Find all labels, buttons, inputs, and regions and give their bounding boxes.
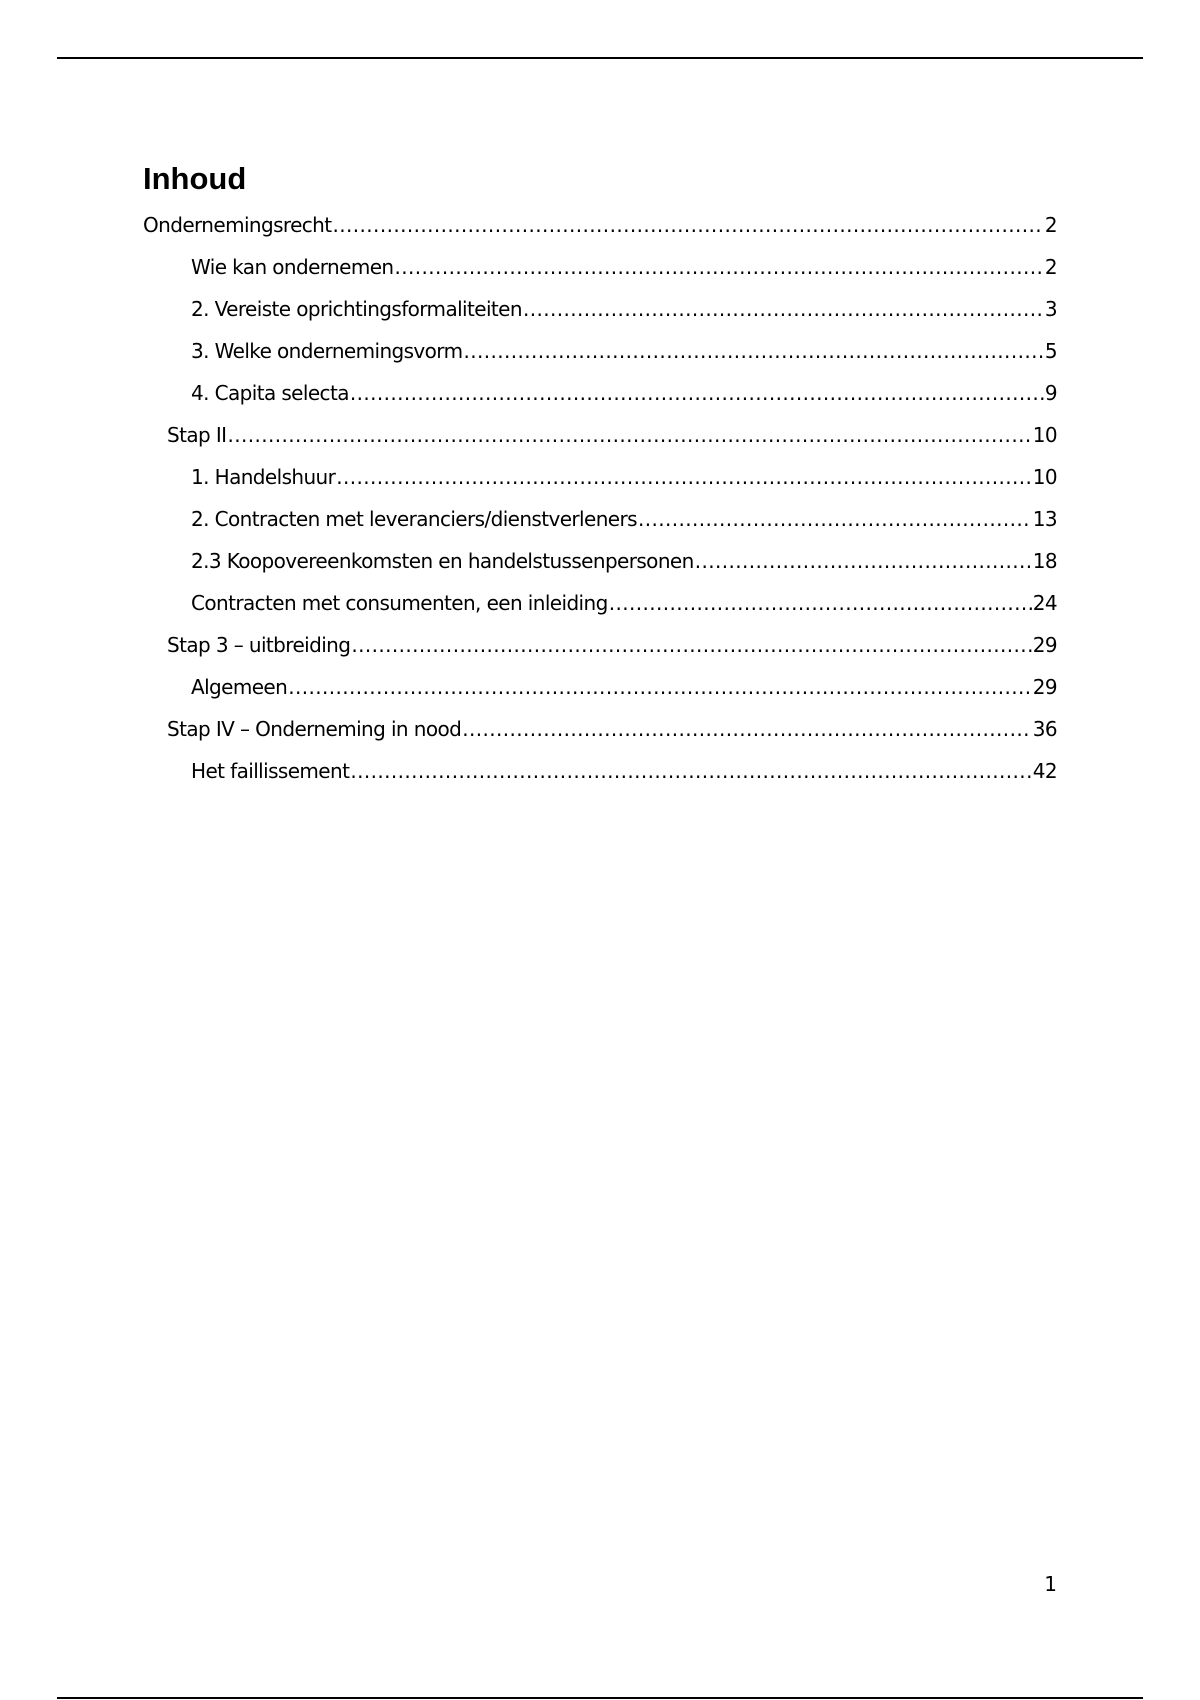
toc-entry-algemeen[interactable] xyxy=(143,675,1057,717)
toc-entry-oprichtingsformaliteiten[interactable] xyxy=(143,297,1057,339)
toc-entry-page: 3 xyxy=(1044,297,1057,321)
toc-title: Inhoud xyxy=(143,161,247,196)
toc-entry-text: Algemeen xyxy=(191,675,288,699)
toc-entry-page: 36 xyxy=(1032,717,1057,741)
toc-dot-leader xyxy=(288,675,1032,699)
toc-entry-text: 2.3 Koopovereenkomsten en handelstussenpersonen xyxy=(191,549,694,573)
toc-entry-page: 2 xyxy=(1044,255,1057,279)
toc-entry-contracten-leveranciers[interactable] xyxy=(143,507,1057,549)
toc-entry-page: 5 xyxy=(1044,339,1057,363)
toc-entry-page: 18 xyxy=(1032,549,1057,573)
toc-list xyxy=(143,213,1057,801)
toc-entry-page: 29 xyxy=(1032,633,1057,657)
toc-dot-leader xyxy=(523,297,1044,321)
toc-entry-page: 9 xyxy=(1044,381,1057,405)
toc-entry-ondernemingsvorm[interactable] xyxy=(143,339,1057,381)
toc-entry-text: Stap 3 – uitbreiding xyxy=(167,633,351,657)
toc-entry-text: Het faillissement xyxy=(191,759,350,783)
toc-entry-page: 2 xyxy=(1044,213,1057,237)
toc-dot-leader xyxy=(462,717,1032,741)
toc-entry-text: 3. Welke ondernemingsvorm xyxy=(191,339,463,363)
toc-entry-page: 10 xyxy=(1032,423,1057,447)
toc-entry-stap-iv[interactable] xyxy=(143,717,1057,759)
toc-entry-text: Stap II xyxy=(167,423,227,447)
toc-entry-text: 2. Contracten met leveranciers/dienstverleners xyxy=(191,507,637,531)
toc-entry-page: 24 xyxy=(1032,591,1057,615)
toc-entry-text: Stap IV – Onderneming in nood xyxy=(167,717,462,741)
toc-entry-koopovereenkomsten[interactable] xyxy=(143,549,1057,591)
toc-entry-page: 13 xyxy=(1032,507,1057,531)
toc-entry-text: 4. Capita selecta xyxy=(191,381,349,405)
toc-entry-page: 29 xyxy=(1032,675,1057,699)
header-rule xyxy=(57,57,1143,59)
toc-entry-text: Contracten met consumenten, een inleiding xyxy=(191,591,608,615)
toc-dot-leader xyxy=(638,507,1032,531)
toc-entry-text: 2. Vereiste oprichtingsformaliteiten xyxy=(191,297,522,321)
toc-entry-capita-selecta[interactable] xyxy=(143,381,1057,423)
toc-dot-leader xyxy=(351,633,1031,657)
page-number: 1 xyxy=(1044,1572,1057,1596)
toc-entry-stap-3[interactable] xyxy=(143,633,1057,675)
toc-entry-text: 1. Handelshuur xyxy=(191,465,336,489)
toc-entry-stap-ii[interactable] xyxy=(143,423,1057,465)
toc-entry-ondernemingsrecht[interactable] xyxy=(143,213,1057,255)
toc-entry-handelshuur[interactable] xyxy=(143,465,1057,507)
table-of-contents xyxy=(143,160,1057,801)
toc-dot-leader xyxy=(227,423,1031,447)
toc-dot-leader xyxy=(333,213,1044,237)
footer-rule xyxy=(57,1697,1143,1699)
toc-entry-text: Ondernemingsrecht xyxy=(143,213,332,237)
toc-dot-leader xyxy=(350,759,1031,783)
toc-dot-leader xyxy=(395,255,1044,279)
toc-entry-wie-kan-ondernemen[interactable] xyxy=(143,255,1057,297)
toc-entry-page: 10 xyxy=(1032,465,1057,489)
toc-entry-contracten-consumenten[interactable] xyxy=(143,591,1057,633)
toc-entry-faillissement[interactable] xyxy=(143,759,1057,801)
toc-dot-leader xyxy=(609,591,1032,615)
toc-dot-leader xyxy=(695,549,1032,573)
toc-dot-leader xyxy=(336,465,1032,489)
toc-dot-leader xyxy=(463,339,1043,363)
toc-entry-text: Wie kan ondernemen xyxy=(191,255,394,279)
toc-dot-leader xyxy=(350,381,1044,405)
toc-entry-page: 42 xyxy=(1032,759,1057,783)
